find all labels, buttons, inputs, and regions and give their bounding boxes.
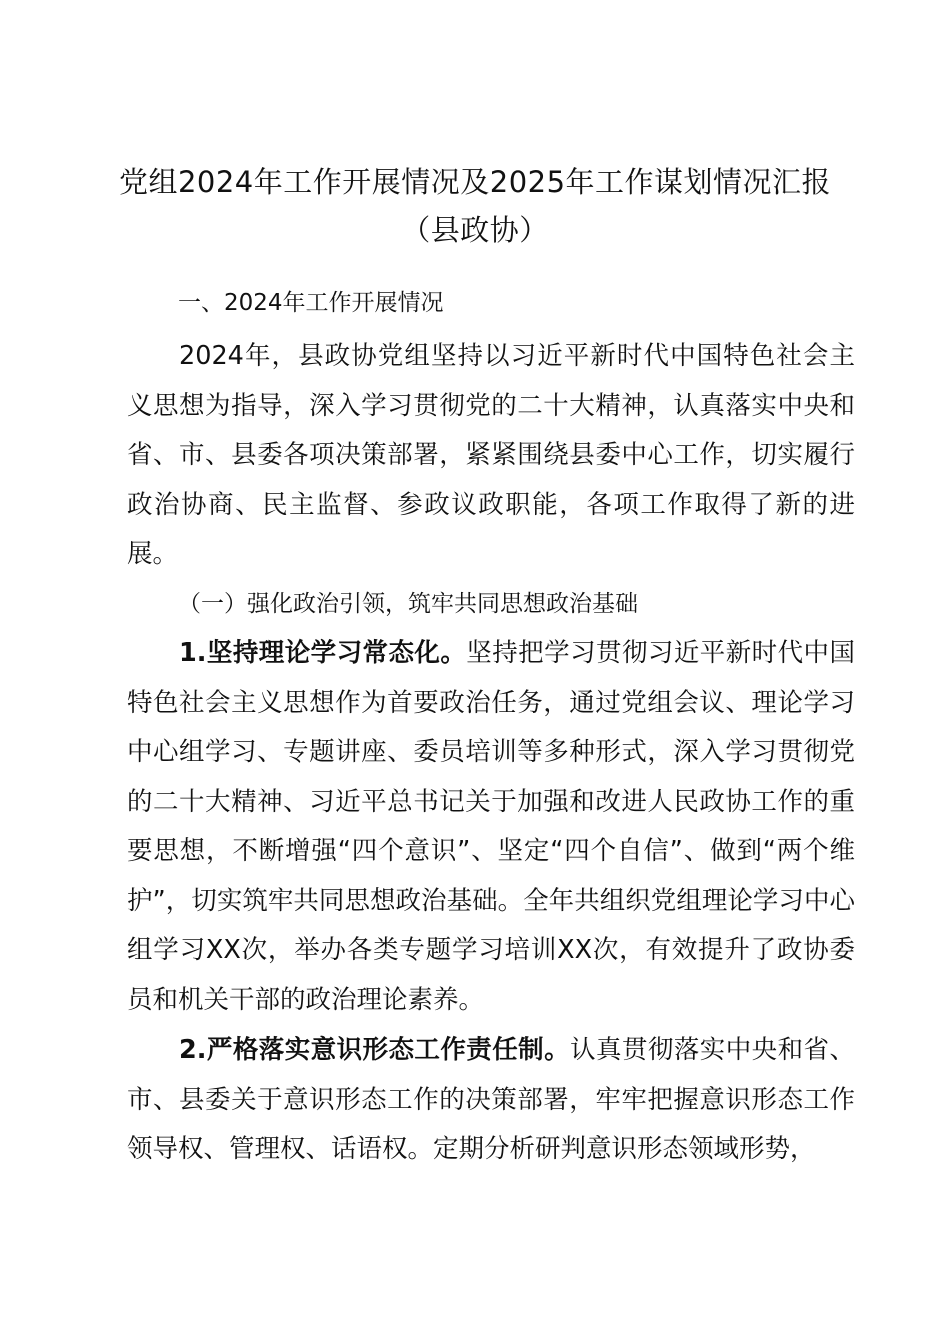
item-1-paragraph: [127, 629, 855, 1025]
subsection-heading-1: （一）强化政治引领，筑牢共同思想政治基础: [178, 591, 638, 617]
item-2-lead: 2.严格落实意识形态工作责任制。: [179, 1035, 571, 1065]
item-2-paragraph: [127, 1026, 855, 1175]
document-title: 党组2024年工作开展情况及2025年工作谋划情况汇报（县政协）: [118, 165, 832, 247]
section-heading-1: 一、2024年工作开展情况: [178, 290, 444, 316]
item-1-text: 坚持把学习贯彻习近平新时代中国特色社会主义思想作为首要政治任务，通过党组会议、理论学习中心组学习、专题讲座、委员培训等多种形式，深入学习贯彻党的二十大精神、习近平总书记关于加强和改进人民政协工作的重要思想，不断增强“四个意识”、坚定“四个自信”、做到“两个维护”，切实筑牢共同思想政治基础。全年共组织党组理论学习中心组学习XX次，举办各类专题学习培训XX次，有效提升了政协委员和机关干部的政治理论素养。: [127, 638, 855, 1015]
item-2-text: 认真贯彻落实中央和省、市、县委关于意识形态工作的决策部署，牢牢把握意识形态工作领导权、管理权、话语权。定期分析研判意识形态领域形势，: [127, 1035, 855, 1164]
intro-paragraph: 2024年，县政协党组坚持以习近平新时代中国特色社会主义思想为指导，深入学习贯彻党的二十大精神，认真落实中央和省、市、县委各项决策部署，紧紧围绕县委中心工作，切实履行政治协商、民主监督、参政议政职能，各项工作取得了新的进展。: [127, 341, 855, 569]
item-1-lead: 1.坚持理论学习常态化。: [179, 638, 467, 668]
